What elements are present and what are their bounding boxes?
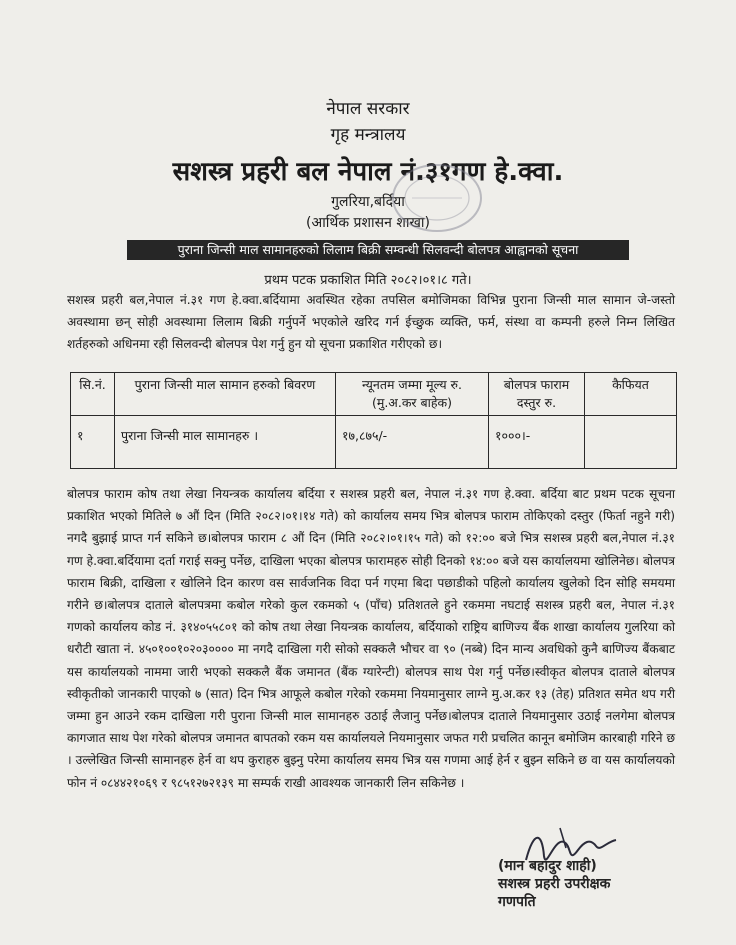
notice-title-banner: पुराना जिन्सी माल सामानहरुको लिलाम बिक्री सम्वन्धी सिलवन्दी बोलपत्र आह्वानको सूचना — [127, 240, 629, 260]
conditions-paragraph: बोलपत्र फाराम कोष तथा लेखा नियन्त्रक कार्यालय बर्दिया र सशस्त्र प्रहरी बल, नेपाल नं.३१ गण हे.क्वा. बर्दिया बाट प्रथम पटक सूचना प्रकाशित भएको मितिले ७ औं दिन (मिति २०८२।०१।१४ गते) को कार्यालय समय भित्र बोलपत्र फाराम तोकिएको दस्तुर (फिर्ता नहुने गरी) नगदै बुझाई प्राप्त गर्न सकिने छ।बोलपत्र फाराम ८ औं दिन (मिति २०८२।०१।१५ गते) को १२:०० बजे भित्र सशस्त्र प्रहरी बल,नेपाल नं.३१ गण हे.क्वा.बर्दियामा दर्ता गराई सक्नु पर्नेछ, दाखिला भएका बोलपत्र फारामहरु सोही दिनको १४:०० बजे यस कार्यालयमा खोलिनेछ। बोलपत्र फाराम बिक्री, दाखिला र खोलिने दिन कारण वस सार्वजनिक विदा पर्न गएमा बिदा पछाडीको पहिलो कार्यालय खुलेको दिन सोहि समयमा गरीने छ।बोलपत्र दाताले बोलपत्रमा कबोल गरेको कुल रकमको ५ (पाँच) प्रतिशतले हुने रकममा नघटाई सशस्त्र प्रहरी बल, नेपाल नं.३१ गणको कार्यालय कोड नं. ३१४०५५८०१ को कोष तथा लेखा नियन्त्रक कार्यालय, बर्दियाको राष्ट्रिय बाणिज्य बैंक शाखा कार्यालय गुलरिया को धरौटी खाता नं. ४५०१००१०२०३०००० मा नगदै दाखिला गरी सोको सक्कलै भौचर वा ९० (नब्बे) दिन मान्य अवधिको कुनै बाणिज्य बैंकबाट यस कार्यालयको नाममा जारी भएको सक्कलै बैंक जमानत (बैंक ग्यारेन्टी) बोलपत्र साथ पेश गर्नु पर्नेछ।स्वीकृत बोलपत्र दाताले बोलपत्र स्वीकृतीको जानकारी पाएको ७ (सात) दिन भित्र आफूले कबोल गरेको रकममा नियमानुसार लाग्ने मु.अ.कर १३ (तेह) प्रतिशत समेत थप गरी जम्मा हुन आउने रकम दाखिला गरी पुराना जिन्सी माल सामानहरु उठाई लैजानु पर्नेछ।बोलपत्र दाताले नियमानुसार उठाई नलगेमा बोलपत्र कागजात साथ पेश गरेको बोलपत्र जमानत बापतको रकम यस कार्यालयले नियमानुसार जफत गरी प्रचलित कानून बमोजिम कारबाही गरिने छ । उल्लेखित जिन्सी सामानहरु हेर्न वा थप कुराहरु बुझ्नु परेमा कार्यालय समय भित्र यस गणमा आई हेर्न र बुझ्न सकिने छ वा यस कार्यालयको फोन नं ०८४४२१०६९ र ९८५१२७२१३९ मा सम्पर्क राखी आवश्यक जानकारी लिन सकिनेछ । — [67, 487, 675, 790]
col-header-remarks: कैफियत — [585, 373, 677, 416]
col-header-serial: सि.नं. — [71, 373, 115, 416]
org-line-government: नेपाल सरकार — [326, 99, 410, 119]
signatory-title: गणपति — [498, 894, 536, 910]
publish-date-line: प्रथम पटक प्रकाशित मिति २०८२।०१।८ गते। — [264, 273, 472, 288]
org-line-ministry: गृह मन्त्रालय — [330, 125, 406, 145]
location-line: गुलरिया,बर्दिया — [331, 194, 405, 210]
col-header-min-value: न्यूनतम जम्मा मूल्य रु. (मु.अ.कर बाहेक) — [336, 373, 489, 416]
col-header-description: पुराना जिन्सी माल सामान हरुको बिवरण — [115, 373, 336, 416]
section-line: (आर्थिक प्रशासन शाखा) — [305, 215, 431, 231]
intro-paragraph: सशस्त्र प्रहरी बल,नेपाल नं.३१ गण हे.क्वा.बर्दियामा अवस्थित रहेका तपसिल बमोजिमका विभिन्न पुराना जिन्सी माल सामान जे-जस्तो अवस्थामा छन् सोही अवस्थामा लिलाम बिक्री गर्नुपर्ने भएकोले खरिद गर्न ईच्छुक व्यक्ति, फर्म, संस्था वा कम्पनी हरुले निम्न लिखित शर्तहरुको अधिनमा रही सिलवन्दी बोलपत्र पेश गर्नु हुन यो सूचना प्रकाशित गरीएको छ। — [67, 293, 675, 351]
cell-min-value: १७,८७५/- — [336, 416, 489, 469]
cell-serial: १ — [71, 416, 115, 469]
signatory-name: (मान बहादुर शाही) — [498, 858, 597, 874]
table-row — [71, 416, 677, 469]
org-line-unit: सशस्त्र प्रहरी बल नेपाल नं.३१गण हे.क्वा. — [172, 157, 564, 187]
table-header-row — [71, 373, 677, 416]
items-table — [70, 372, 677, 469]
col-header-form-fee: बोलपत्र फाराम दस्तुर रु. — [489, 373, 585, 416]
office-stamp-icon — [382, 158, 492, 238]
signatory-rank: सशस्त्र प्रहरी उपरीक्षक — [498, 876, 611, 892]
cell-form-fee: १०००।- — [489, 416, 585, 469]
cell-description: पुराना जिन्सी माल सामानहरु । — [115, 416, 336, 469]
cell-remarks — [585, 416, 677, 469]
